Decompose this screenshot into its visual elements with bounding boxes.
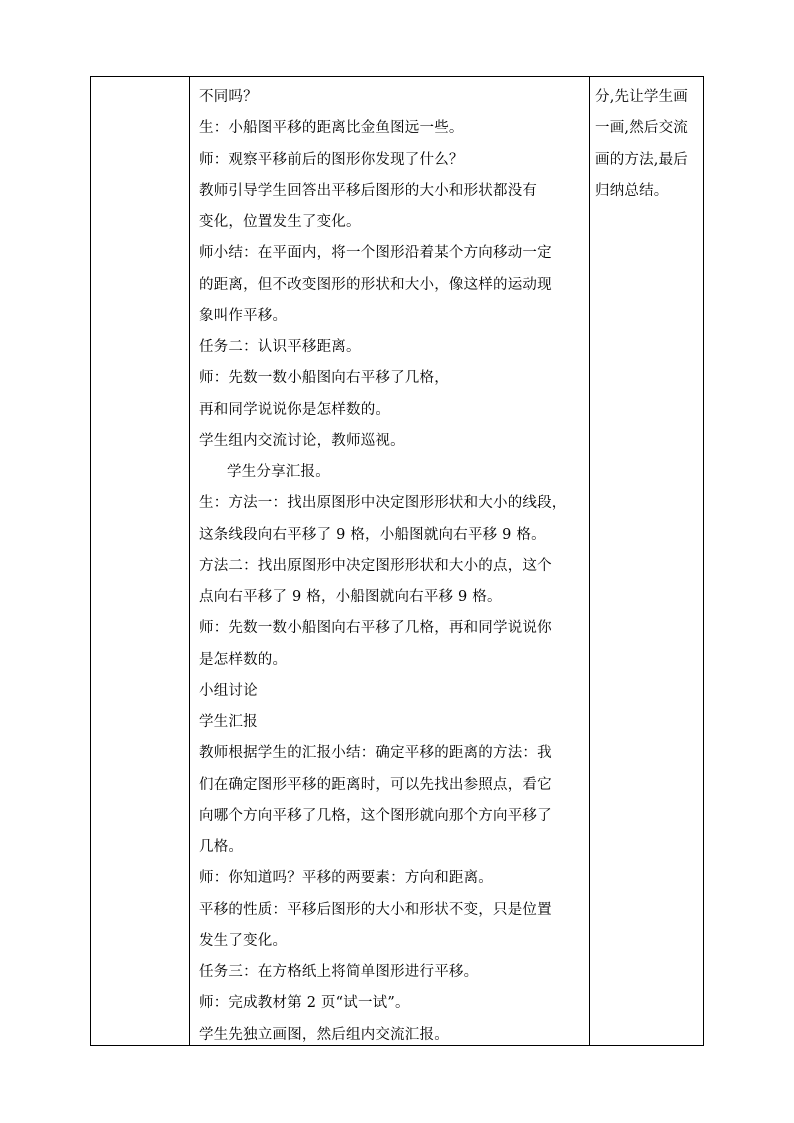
text-line: 平移的性质：平移后图形的大小和形状不变，只是位置 (199, 901, 552, 918)
text-line: 任务二：认识平移距离。 (199, 339, 361, 355)
left-column-cell (91, 77, 190, 1045)
text-line: 师：先数一数小船图向右平移了几格，再和同学说说你 (199, 620, 552, 637)
text-line: 学生组内交流讨论，教师巡视。 (199, 432, 405, 449)
text-line: 点向右平移了 9 格，小船图就向右平移 9 格。 (199, 589, 502, 605)
text-line: 一画,然后交流 (595, 120, 689, 137)
text-line: 方法二：找出原图形中决定图形形状和大小的点，这个 (199, 557, 552, 574)
text-line: 分,先让学生画 (595, 89, 689, 105)
text-line: 画的方法,最后 (595, 151, 689, 168)
text-line: 发生了变化。 (199, 932, 288, 949)
text-line: 学生分享汇报。 (227, 464, 330, 480)
text-line: 师小结：在平面内，将一个图形沿着某个方向移动一定 (199, 245, 552, 262)
text-line: 归纳总结。 (595, 182, 669, 199)
text-line: 小组讨论 (199, 682, 258, 699)
text-line: 的距离，但不改变图形的形状和大小，像这样的运动现 (199, 276, 552, 293)
text-line: 几格。 (199, 839, 244, 855)
text-line: 向哪个方向平移了几格，这个图形就向那个方向平移了 (199, 807, 552, 824)
text-line: 这条线段向右平移了 9 格，小船图就向右平移 9 格。 (199, 526, 546, 543)
text-line: 们在确定图形平移的距离时，可以先找出参照点，看它 (199, 776, 552, 793)
lesson-plan-table (90, 76, 704, 1046)
text-line: 教师引导学生回答出平移后图形的大小和形状都没有 (199, 182, 538, 199)
text-line: 师：完成教材第 2 页“试一试”。 (199, 995, 410, 1012)
text-line: 变化，位置发生了变化。 (199, 214, 361, 230)
design-intent-cell (590, 77, 703, 1045)
text-line: 任务三：在方格纸上将简单图形进行平移。 (199, 964, 479, 980)
text-line: 是怎样数的。 (199, 651, 288, 668)
text-line: 师：观察平移前后的图形你发现了什么？ (199, 151, 464, 168)
text-line: 教师根据学生的汇报小结：确定平移的距离的方法：我 (199, 745, 552, 762)
teaching-process-cell (190, 77, 590, 1045)
text-line: 再和同学说说你是怎样数的。 (199, 401, 391, 418)
text-line: 象叫作平移。 (199, 307, 288, 324)
text-line: 生：方法一：找出原图形中决定图形形状和大小的线段， (199, 495, 567, 512)
text-line: 学生先独立画图，然后组内交流汇报。 (199, 1026, 449, 1043)
text-line: 师：先数一数小船图向右平移了几格， (199, 370, 449, 387)
text-line: 不同吗？ (199, 89, 258, 105)
text-line: 学生汇报 (199, 714, 258, 730)
text-line: 师：你知道吗？平移的两要素：方向和距离。 (199, 870, 493, 887)
text-line: 生：小船图平移的距离比金鱼图远一些。 (199, 120, 464, 137)
